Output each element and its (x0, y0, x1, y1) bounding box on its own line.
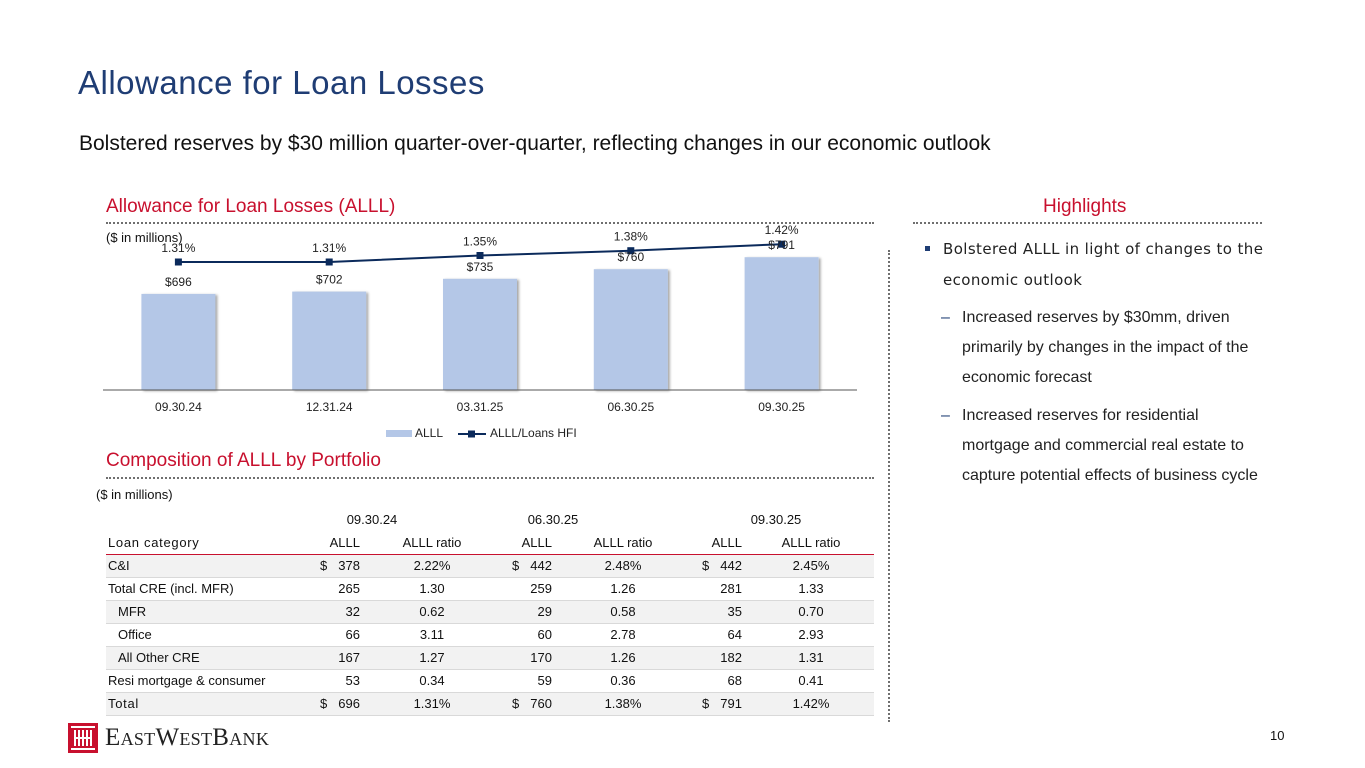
ratio-value-label: 1.42% (764, 223, 799, 238)
composition-section-divider (106, 477, 874, 479)
table-header-row (106, 532, 874, 554)
currency-symbol: $ (512, 558, 520, 573)
loan-category-cell: C&I (106, 554, 306, 577)
page-title: Allowance for Loan Losses (78, 64, 485, 101)
highlight-sub-text: Increased reserves by $30mm, driven primarily by changes in the impact of the economic forecast (962, 309, 1249, 386)
alll-ratio-cell: 0.58 (558, 600, 688, 623)
alll-value-cell (688, 692, 748, 715)
alll-ratio-cell: 1.33 (748, 577, 874, 600)
ratio-value-label: 1.31% (312, 241, 347, 255)
alll-ratio-cell: 0.36 (558, 669, 688, 692)
x-tick-label: 09.30.25 (758, 400, 805, 414)
alll-ratio-cell: 1.30 (366, 577, 498, 600)
alll-ratio-cell: 1.31% (366, 692, 498, 715)
loan-category-cell: Total CRE (incl. MFR) (106, 577, 306, 600)
legend-swatch-alll (386, 430, 412, 437)
alll-bar (594, 269, 668, 390)
highlight-bullet-text: Bolstered ALLL in light of changes to the economic outlook (943, 240, 1264, 289)
alll-amount: 760 (530, 696, 552, 711)
alll-amount: 66 (345, 627, 360, 642)
x-tick-label: 12.31.24 (305, 400, 353, 414)
alll-value-cell (498, 692, 558, 715)
alll-value-cell (688, 600, 748, 623)
column-divider (888, 250, 890, 722)
currency-symbol: $ (702, 558, 710, 573)
square-bullet-icon (925, 246, 930, 251)
alll-amount: 59 (537, 673, 552, 688)
alll-value-cell (306, 600, 366, 623)
alll-value-cell (498, 646, 558, 669)
chart-legend (386, 426, 577, 440)
alll-amount: 60 (537, 627, 552, 642)
alll-ratio-cell: 2.22% (366, 554, 498, 577)
table-period-row (106, 506, 874, 532)
legend-label-ratio: ALLL/Loans HFI (490, 426, 577, 440)
alll-value-cell (688, 623, 748, 646)
alll-bar (745, 257, 819, 390)
alll-amount: 53 (345, 673, 360, 688)
ratio-value-label: 1.31% (161, 241, 196, 255)
ratio-value-label: 1.35% (462, 234, 498, 249)
ratio-marker (477, 252, 484, 259)
alll-ratio-cell: 1.42% (748, 692, 874, 715)
alll-value-cell (498, 623, 558, 646)
page-subtitle: Bolstered reserves by $30 million quarter-over-quarter, reflecting changes in our economic outlook (79, 132, 991, 155)
alll-amount: 442 (720, 558, 742, 573)
alll-value-cell (688, 554, 748, 577)
alll-amount: 68 (727, 673, 742, 688)
column-header: ALLL ratio (558, 532, 688, 554)
alll-amount: 182 (720, 650, 742, 665)
alll-bar (292, 292, 366, 390)
alll-value-cell (306, 669, 366, 692)
x-tick-label: 09.30.24 (155, 400, 202, 414)
table-units-label: ($ in millions) (96, 487, 173, 502)
chart-section-divider (106, 222, 874, 224)
highlight-sub-item (924, 401, 1269, 491)
table-row (106, 600, 874, 623)
alll-bar (443, 279, 517, 390)
alll-amount: 64 (727, 627, 742, 642)
alll-ratio-cell: 1.26 (558, 646, 688, 669)
highlights-divider (913, 222, 1262, 224)
logo-mark-icon (68, 723, 98, 753)
period-header: 09.30.24 (346, 511, 398, 527)
table-row (106, 554, 874, 577)
bar-value-label: $696 (165, 274, 192, 289)
composition-section-title: Composition of ALLL by Portfolio (106, 450, 381, 471)
bar-value-label: $702 (315, 272, 343, 287)
currency-symbol: $ (320, 696, 328, 711)
alll-amount: 35 (727, 604, 742, 619)
highlights-list (924, 234, 1269, 499)
alll-ratio-cell: 3.11 (366, 623, 498, 646)
table-row (106, 646, 874, 669)
alll-ratio-cell: 1.27 (366, 646, 498, 669)
alll-amount: 265 (338, 581, 360, 596)
table-row (106, 692, 874, 715)
alll-amount: 29 (537, 604, 552, 619)
highlights-title: Highlights (1043, 196, 1127, 217)
column-header: ALLL ratio (366, 532, 498, 554)
alll-ratio-cell: 0.34 (366, 669, 498, 692)
bar-value-label: $791 (768, 238, 795, 253)
loan-category-cell: MFR (106, 600, 306, 623)
alll-ratio-cell: 2.78 (558, 623, 688, 646)
table-row (106, 669, 874, 692)
currency-symbol: $ (512, 696, 520, 711)
alll-ratio-cell: 1.38% (558, 692, 688, 715)
legend-label-alll: ALLL (415, 426, 444, 440)
alll-value-cell (306, 554, 366, 577)
alll-value-cell (306, 692, 366, 715)
alll-value-cell (306, 623, 366, 646)
ratio-value-label: 1.38% (613, 229, 648, 244)
alll-value-cell (498, 554, 558, 577)
loan-category-cell: Total (106, 692, 306, 715)
alll-composition-table (106, 506, 874, 716)
table-row (106, 623, 874, 646)
currency-symbol: $ (702, 696, 710, 711)
alll-amount: 378 (338, 558, 360, 573)
alll-amount: 170 (530, 650, 552, 665)
highlight-sub-item (924, 303, 1269, 393)
page-number: 10 (1270, 728, 1285, 743)
ratio-marker (175, 259, 182, 266)
alll-ratio-cell: 1.31 (748, 646, 874, 669)
alll-ratio-cell: 1.26 (558, 577, 688, 600)
table-row (106, 577, 874, 600)
column-header: ALLL (306, 532, 366, 554)
period-header: 09.30.25 (750, 511, 802, 527)
alll-ratio-cell: 2.93 (748, 623, 874, 646)
alll-amount: 791 (720, 696, 742, 711)
column-header: ALLL ratio (748, 532, 874, 554)
alll-bar (141, 294, 215, 390)
column-header: ALLL (688, 532, 748, 554)
column-header: Loan category (106, 532, 306, 554)
east-west-bank-logo (68, 723, 269, 753)
x-tick-label: 03.31.25 (456, 400, 504, 414)
alll-amount: 167 (338, 650, 360, 665)
chart-section-title: Allowance for Loan Losses (ALLL) (106, 196, 396, 217)
x-tick-label: 06.30.25 (607, 400, 655, 414)
loan-category-cell: Resi mortgage & consumer (106, 669, 306, 692)
alll-amount: 259 (530, 581, 552, 596)
highlight-sub-text: Increased reserves for residential mortgage and commercial real estate to capture potential effects of business cycle (962, 407, 1258, 484)
alll-value-cell (498, 600, 558, 623)
alll-ratio-cell: 0.70 (748, 600, 874, 623)
alll-amount: 281 (720, 581, 742, 596)
alll-value-cell (306, 646, 366, 669)
column-header: ALLL (498, 532, 558, 554)
alll-amount: 442 (530, 558, 552, 573)
alll-value-cell (306, 577, 366, 600)
highlight-bullet (924, 234, 1269, 296)
alll-bars (141, 257, 818, 390)
currency-symbol: $ (320, 558, 328, 573)
alll-amount: 32 (345, 604, 360, 619)
legend-swatch-ratio-marker (468, 431, 475, 438)
alll-value-cell (688, 669, 748, 692)
bar-value-label: $735 (466, 259, 494, 274)
alll-value-cell (498, 669, 558, 692)
dash-bullet-icon: – (941, 407, 950, 424)
period-header: 06.30.25 (527, 511, 579, 527)
loan-category-cell: All Other CRE (106, 646, 306, 669)
alll-ratio-cell: 0.62 (366, 600, 498, 623)
bar-value-label: $760 (617, 250, 645, 265)
dash-bullet-icon: – (941, 309, 950, 326)
alll-value-cell (688, 646, 748, 669)
alll-ratio-cell: 2.45% (748, 554, 874, 577)
loan-category-cell: Office (106, 623, 306, 646)
logo-wordmark: EastWestBank (105, 724, 270, 751)
alll-value-cell (688, 577, 748, 600)
alll-ratio-cell: 2.48% (558, 554, 688, 577)
alll-ratio-cell: 0.41 (748, 669, 874, 692)
ratio-marker (326, 259, 333, 266)
alll-amount: 696 (338, 696, 360, 711)
chart-units-label: ($ in millions) (106, 230, 183, 245)
alll-value-cell (498, 577, 558, 600)
